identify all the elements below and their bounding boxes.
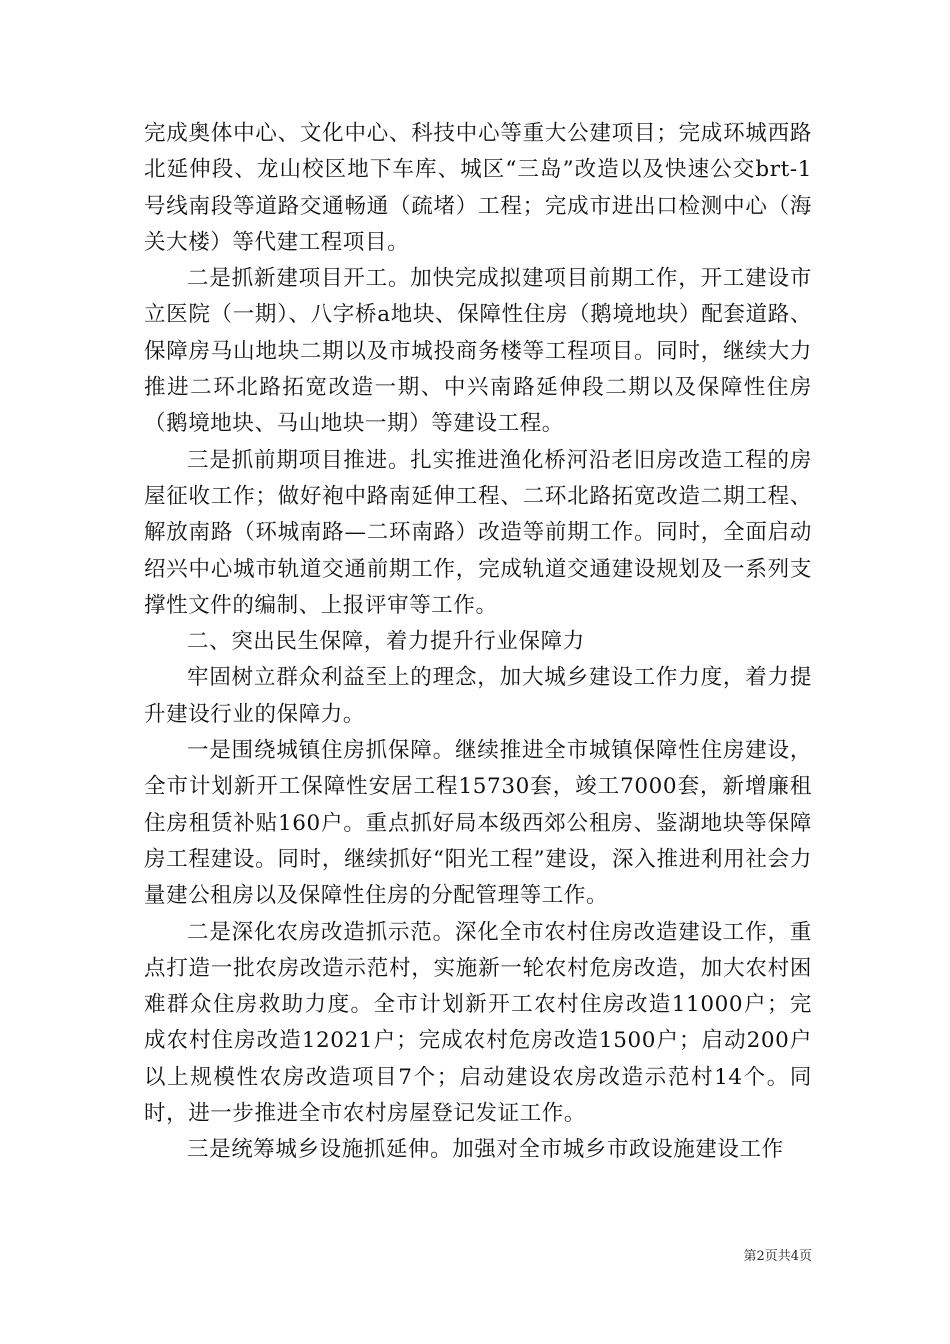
document-body <box>144 116 812 1169</box>
paragraph-urban-rural-facilities: 三是统筹城乡设施抓延伸。加强对全市城乡市政设施建设工作 <box>187 1137 784 1163</box>
paragraph-urban-housing: 一是围绕城镇住房抓保障。继续推进全市城镇保障性住房建设，全市计划新开工保障性安居工程15730套，竣工7000套，新增廉租住房租赁补贴160户。重点抓好局本级西郊公租房、鉴湖地块等保障房工程建设。同时，继续抓好“阳光工程”建设，深入推进利用社会力量建公租房以及保障性住房的分配管理等工作。 <box>144 738 812 909</box>
page-number-footer: 第2页共4页 <box>743 1249 812 1264</box>
paragraph-preliminary-projects: 三是抓前期项目推进。扎实推进渔化桥河沿老旧房改造工程的房屋征收工作；做好袍中路南延伸工程、二环北路拓宽改造二期工程、解放南路（环城南路—二环南路）改造等前期工作。同时，全面启动绍兴中心城市轨道交通前期工作，完成轨道交通建设规划及一系列支撑性文件的编制、上报评审等工作。 <box>144 447 812 618</box>
paragraph-rural-housing: 二是深化农房改造抓示范。深化全市农村住房改造建设工作，重点打造一批农房改造示范村，实施新一轮农村危房改造，加大农村困难群众住房救助力度。全市计划新开工农村住房改造11000户；完成农村住房改造12021户；完成农村危房改造1500户；启动200户以上规模性农房改造项目7个；启动建设农房改造示范村14个。同时，进一步推进全市农村房屋登记发证工作。 <box>144 919 812 1127</box>
paragraph-new-project-start: 二是抓新建项目开工。加快完成拟建项目前期工作，开工建设市立医院（一期）、八字桥a地块、保障性住房（鹅境地块）配套道路、保障房马山地块二期以及市城投商务楼等工程项目。同时，继续大力推进二环北路拓宽改造一期、中兴南路延伸段二期以及保障性住房（鹅境地块、马山地块一期）等建设工程。 <box>144 266 812 437</box>
section-heading-livelihood: 二、突出民生保障，着力提升行业保障力 <box>187 629 585 655</box>
paragraph-continuation: 完成奥体中心、文化中心、科技中心等重大公建项目；完成环城西路北延伸段、龙山校区地下车库、城区“三岛”改造以及快速公交brt-1号线南段等道路交通畅通（疏堵）工程；完成市进出口检测中心（海关大楼）等代建工程项目。 <box>144 121 812 255</box>
paragraph-section-intro: 牢固树立群众利益至上的理念，加大城乡建设工作力度，着力提升建设行业的保障力。 <box>144 665 812 727</box>
